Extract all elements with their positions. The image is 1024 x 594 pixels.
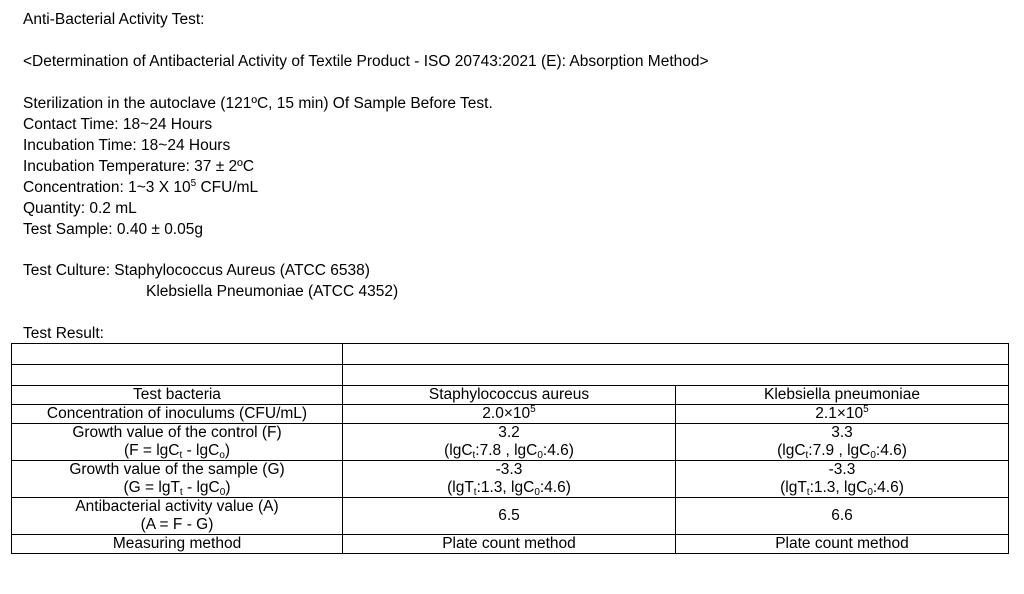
table-cell: 6.6	[676, 498, 1009, 535]
table-blank-row-1	[12, 344, 1009, 365]
row-label: Test bacteria	[12, 386, 343, 405]
cell-exponent: 5	[530, 404, 536, 415]
cell-detail: (lgC$_t$:7.9 , lgC$_0$:4.6)	[777, 442, 907, 461]
cell-value: -3.3	[828, 461, 856, 478]
row-formula: (F = lgC$_t$ - lgC$_o$)	[123, 442, 231, 461]
table-cell	[676, 461, 1009, 498]
table-cell	[343, 461, 676, 498]
row-formula: (A = F - G)	[140, 516, 214, 533]
table-cell: Plate count method	[343, 535, 676, 554]
cell-value: 3.3	[831, 424, 853, 441]
table-cell	[676, 424, 1009, 461]
test-sample-line: Test Sample: 0.40 ± 0.05g	[23, 221, 203, 238]
contact-time-line: Contact Time: 18~24 Hours	[23, 116, 213, 133]
cell-value: 3.2	[498, 424, 520, 441]
table-header-row	[12, 386, 1009, 405]
table-blank-row-2	[12, 365, 1009, 386]
row-label	[12, 424, 343, 461]
method-title: <Determination of Antibacterial Activity of Textile Product - ISO 20743:2021 (E): Absorption Method>	[23, 53, 709, 70]
incubation-time-line: Incubation Time: 18~24 Hours	[23, 137, 231, 154]
cell-detail: (lgT$_t$:1.3, lgC$_0$:4.6)	[447, 479, 571, 498]
concentration-prefix: Concentration: 1~3 X 10	[23, 179, 191, 196]
results-table	[11, 343, 1009, 554]
document-heading: Anti-Bacterial Activity Test:	[23, 11, 205, 28]
cell-detail: (lgT$_t$:1.3, lgC$_0$:4.6)	[780, 479, 904, 498]
concentration-exponent: 5	[190, 178, 197, 189]
table-row-growth-control	[12, 424, 1009, 461]
row-label: Measuring method	[12, 535, 343, 554]
cell-value: 2.0×10	[482, 405, 531, 422]
table-cell	[343, 405, 676, 424]
test-result-label: Test Result:	[23, 325, 104, 342]
table-cell: Plate count method	[676, 535, 1009, 554]
column-header: Staphylococcus aureus	[343, 386, 676, 405]
row-label: Concentration of inoculums (CFU/mL)	[12, 405, 343, 424]
row-label-text: Growth value of the control (F)	[72, 424, 282, 441]
row-label	[12, 461, 343, 498]
sterilization-line: Sterilization in the autoclave (121ºC, 15 min) Of Sample Before Test.	[23, 95, 493, 112]
row-label	[12, 498, 343, 535]
row-label-text: Antibacterial activity value (A)	[75, 498, 279, 515]
cell-exponent: 5	[863, 404, 869, 415]
table-row-growth-sample	[12, 461, 1009, 498]
concentration-line	[23, 178, 258, 198]
table-cell: 6.5	[343, 498, 676, 535]
table-cell	[676, 405, 1009, 424]
table-cell	[12, 344, 343, 365]
table-row-measuring	[12, 535, 1009, 554]
quantity-line: Quantity: 0.2 mL	[23, 200, 137, 217]
cell-value: -3.3	[495, 461, 523, 478]
row-formula: (G = lgT$_t$ - lgC$_0$)	[123, 479, 231, 498]
incubation-temperature-line: Incubation Temperature: 37 ± 2ºC	[23, 158, 255, 175]
table-cell	[343, 344, 1009, 365]
concentration-suffix: CFU/mL	[196, 179, 259, 196]
table-row-concentration	[12, 405, 1009, 424]
column-header: Klebsiella pneumoniae	[676, 386, 1009, 405]
table-cell	[343, 365, 1009, 386]
table-cell	[12, 365, 343, 386]
test-culture-line: Test Culture: Staphylococcus Aureus (ATCC 6538)	[23, 262, 370, 279]
row-label-text: Growth value of the sample (G)	[69, 461, 285, 478]
cell-value: 2.1×10	[815, 405, 864, 422]
table-row-activity	[12, 498, 1009, 535]
cell-detail: (lgC$_t$:7.8 , lgC$_0$:4.6)	[444, 442, 574, 461]
table-cell	[343, 424, 676, 461]
test-culture-line-2: Klebsiella Pneumoniae (ATCC 4352)	[146, 283, 399, 300]
